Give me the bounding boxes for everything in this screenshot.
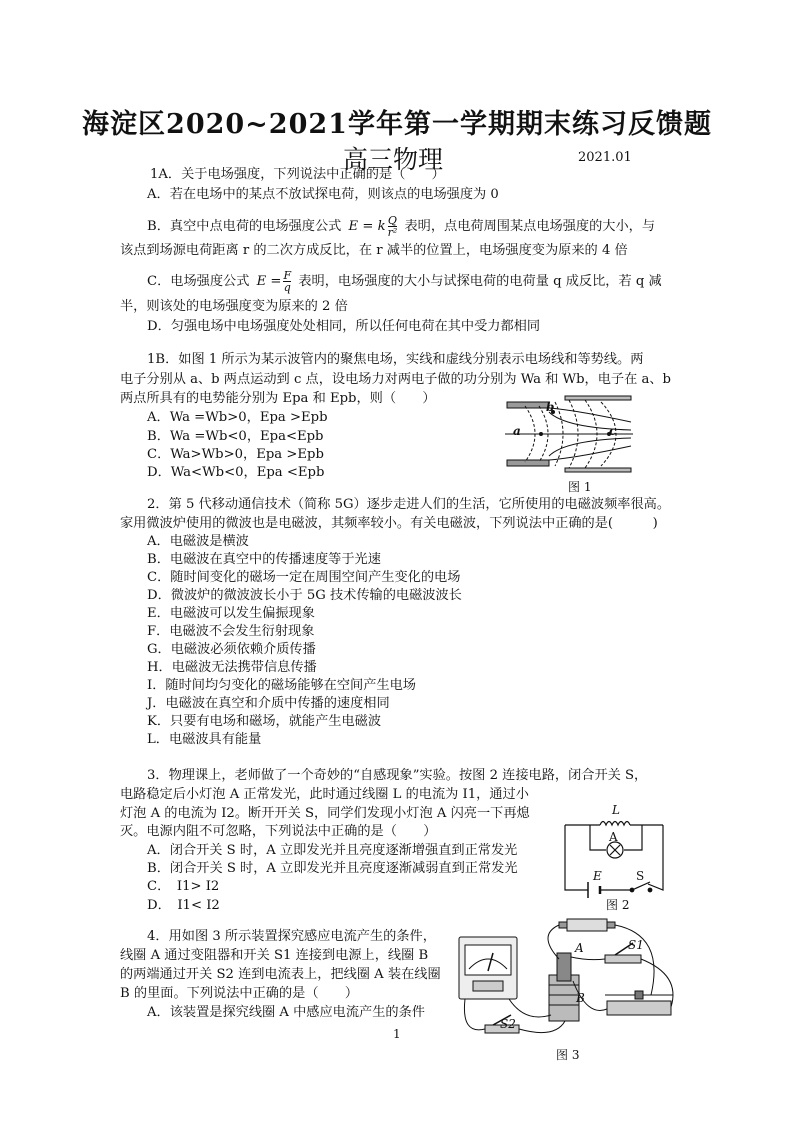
fig3-label-S1: S1 xyxy=(628,938,644,952)
q3-line1: 3．物理课上，老师做了一个奇妙的“自感现象”实验。按图 2 连接电路，闭合开关 S， xyxy=(147,768,648,783)
q1a-c-formula: E = $\frac{F}{q}$ xyxy=(256,269,292,294)
q1a-option-c-line1 xyxy=(147,270,662,293)
q1a-option-b-line1 xyxy=(147,215,655,238)
q4-line2: 线圈 A 通过变阻器和开关 S1 连接到电源上，线圈 B xyxy=(120,948,429,963)
exam-date: 2021.01 xyxy=(578,150,632,165)
q2-option-a: A．电磁波是横波 xyxy=(147,534,249,549)
fig1-label-a: a xyxy=(513,424,521,438)
q1b-line2: 电子分别从 a、b 两点运动到 c 点，设电场力对两电子做的功分别为 Wa 和 Wb，电子在 a、b xyxy=(120,372,671,387)
q2-option-i: I．随时间均匀变化的磁场能够在空间产生电场 xyxy=(147,678,416,693)
q2-option-f: F．电磁波不会发生衍射现象 xyxy=(147,624,315,639)
q2-option-g: G．电磁波必须依赖介质传播 xyxy=(147,642,316,657)
fig3-label-A: A xyxy=(575,941,584,955)
q4-line1: 4．用如图 3 所示装置探究感应电流产生的条件， xyxy=(147,929,436,944)
q2-option-k: K．只要有电场和磁场，就能产生电磁波 xyxy=(147,714,382,729)
q2-option-j: J．电磁波在真空和介质中传播的速度相同 xyxy=(147,696,390,711)
q4-option-a: A．该装置是探究线圈 A 中感应电流产生的条件 xyxy=(147,1005,425,1020)
q1a-option-a: A．若在电场中的某点不放试探电荷，则该点的电场强度为 0 xyxy=(147,187,499,202)
q3-option-c: C． I1> I2 xyxy=(147,879,220,894)
q2-option-d: D．微波炉的微波波长小于 5G 技术传输的电磁波波长 xyxy=(147,588,462,603)
q3-line2: 电路稳定后小灯泡 A 正常发光，此时通过线圈 L 的电流为 I1，通过小 xyxy=(120,787,529,802)
q3-option-a: A．闭合开关 S 时，A 立即发光并且亮度逐渐增强直到正常发光 xyxy=(147,843,518,858)
page-subtitle: 高三物理 xyxy=(343,145,444,174)
figure-3-caption: 图 3 xyxy=(556,1048,580,1062)
page-number: 1 xyxy=(393,1027,401,1041)
q2-line1: 2．第 5 代移动通信技术（简称 5G）逐步走进人们的生活，它所使用的电磁波频率很高。 xyxy=(147,497,671,512)
fig3-label-B: B xyxy=(576,991,585,1005)
fig1-label-b: b xyxy=(546,400,555,414)
q2-option-c: C．随时间变化的磁场一定在周围空间产生变化的电场 xyxy=(147,570,461,585)
q1a-b-suffix: 表明，点电荷周围某点电场强度的大小，与 xyxy=(404,219,656,234)
q1b-option-b: B．Wa =Wb<0，Epa<Epb xyxy=(147,429,324,444)
figure-2-caption: 图 2 xyxy=(606,898,630,912)
q3-line4: 灭。电源内阻不可忽略，下列说法中正确的是（ ） xyxy=(120,824,437,839)
q1a-b-prefix: B．真空中点电荷的电场强度公式 xyxy=(147,219,342,234)
q3-option-d: D． I1< I2 xyxy=(147,898,220,913)
q2-option-l: L．电磁波具有能量 xyxy=(147,732,262,747)
page-title: 海淀区2020~2021学年第一学期期末练习反馈题 xyxy=(82,109,712,140)
q1a-c-prefix: C．电场强度公式 xyxy=(147,274,250,289)
fig2-label-L: L xyxy=(612,803,620,817)
q1b-option-d: D．Wa<Wb<0，Epa <Epb xyxy=(147,465,325,480)
q1a-option-c-line2: 半，则该处的电场强度变为原来的 2 倍 xyxy=(120,299,348,314)
q1a-c-suffix: 表明，电场强度的大小与试探电荷的电荷量 q 成反比，若 q 减 xyxy=(298,274,662,289)
q1a-option-d: D．匀强电场中电场强度处处相同，所以任何电荷在其中受力都相同 xyxy=(147,319,541,334)
fig3-label-S2: S2 xyxy=(500,1017,516,1031)
q1b-option-a: A．Wa =Wb>0，Epa >Epb xyxy=(147,410,328,425)
q4-line4: B 的里面。下列说法中正确的是（ ） xyxy=(120,986,359,1001)
q2-option-e: E．电磁波可以发生偏振现象 xyxy=(147,606,315,621)
q3-line3: 灯泡 A 的电流为 I2。断开开关 S，同学们发现小灯泡 A 闪亮一下再熄 xyxy=(120,806,530,821)
q2-option-b: B．电磁波在真空中的传播速度等于光速 xyxy=(147,552,381,567)
fig2-label-A: A xyxy=(609,830,618,844)
figure-1-caption: 图 1 xyxy=(568,480,592,494)
q4-line3: 的两端通过开关 S2 连到电流表上，把线圈 A 装在线圈 xyxy=(120,967,441,982)
q1a-option-b-line2: 该点到场源电荷距离 r 的二次方成反比，在 r 减半的位置上，电场强度变为原来的 4 倍 xyxy=(120,243,628,258)
figure-3-apparatus xyxy=(455,915,685,1045)
fig1-label-c: c xyxy=(609,424,617,438)
q2-option-h: H．电磁波无法携带信息传播 xyxy=(147,660,317,675)
q1b-line1: 1B．如图 1 所示为某示波管内的聚焦电场，实线和虚线分别表示电场线和等势线。两 xyxy=(147,352,644,367)
q1b-line3: 两点所具有的电势能分别为 Epa 和 Epb，则（ ） xyxy=(120,391,436,406)
q3-option-b: B．闭合开关 S 时，A 立即发光并且亮度逐渐减弱直到正常发光 xyxy=(147,861,518,876)
q1a-b-formula: E = k $\frac{Q}{\text{r²}}$ xyxy=(348,214,398,239)
q1b-option-c: C．Wa>Wb>0，Epa >Epb xyxy=(147,447,324,462)
q1a-stem: 1A．关于电场强度，下列说法中正确的是（ ） xyxy=(150,167,445,182)
fig2-label-E: E xyxy=(593,869,602,883)
fig2-label-S: S xyxy=(636,869,645,883)
q2-line2: 家用微波炉使用的微波也是电磁波，其频率较小。有关电磁波，下列说法中正确的是( ) xyxy=(120,516,658,531)
